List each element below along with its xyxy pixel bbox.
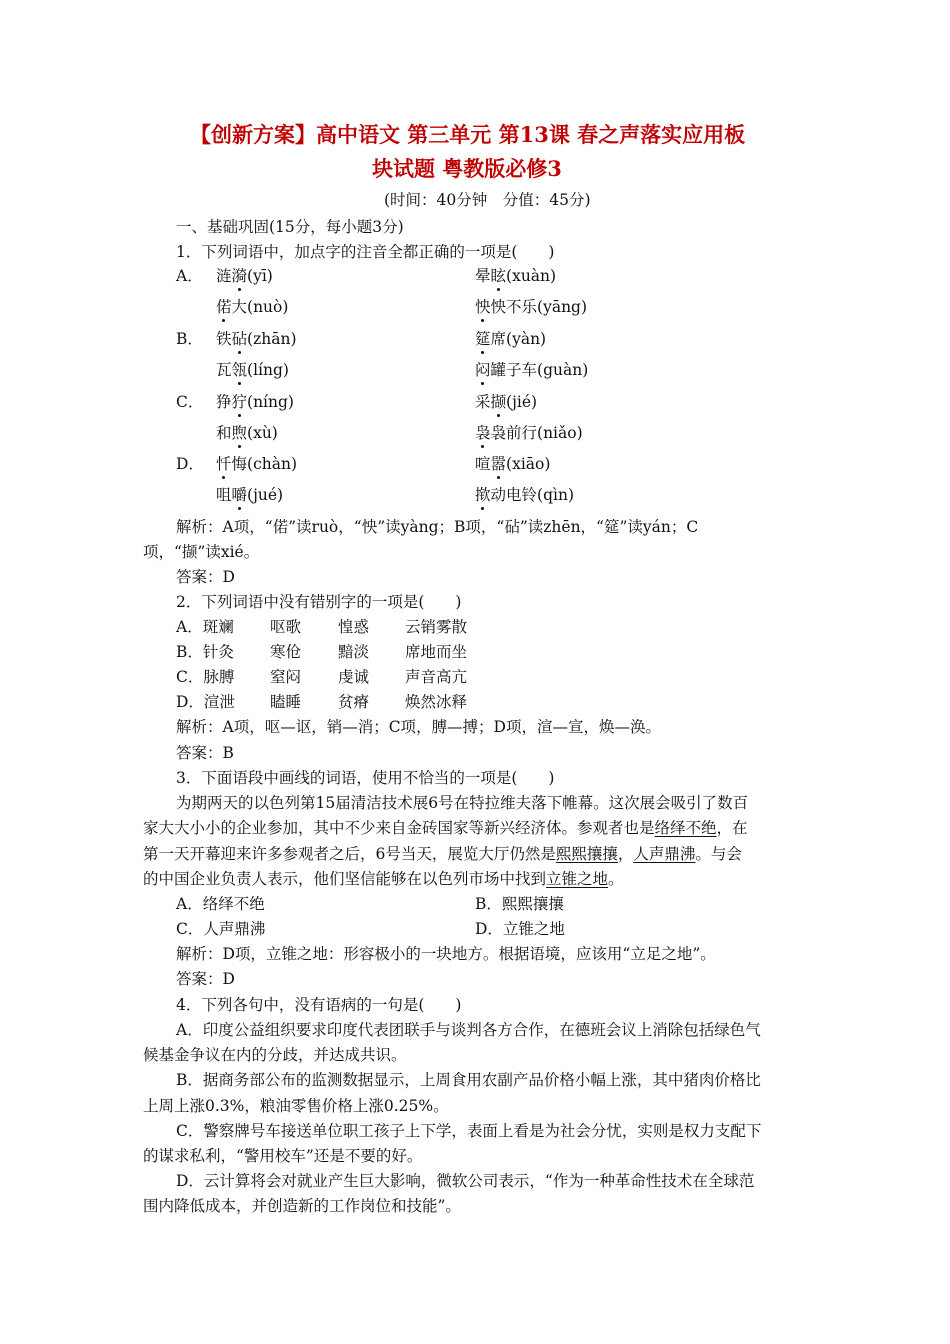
q1-word <box>475 391 537 413</box>
paragraph-text: 家大大小小的企业参加，其中不少来自金砖国家等新兴经济体。参观者也是 <box>143 819 655 837</box>
doc-title-line1: 【创新方案】高中语文 第三单元 第13课 春之声落实应用板 <box>190 122 746 147</box>
paragraph-text: ，在 <box>716 819 748 837</box>
q1-word <box>475 265 556 287</box>
q1-word <box>216 328 297 350</box>
word-text: 怏不乐 <box>490 298 538 316</box>
word-text: 采 <box>475 393 491 411</box>
q4-option-a: A．印度公益组织要求印度代表团联手与谈判各方合作，在德班会议上消除包括绿色气 <box>176 1021 761 1039</box>
pinyin: (xiāo) <box>506 455 551 473</box>
q3-answer: 答案：D <box>176 970 235 988</box>
q1-word <box>216 296 288 318</box>
q1-word <box>216 265 273 287</box>
time-score-line: (时间：40分钟 分值：45分) <box>384 191 591 209</box>
q2-stem: 2．下列词语中没有错别字的一项是( ) <box>176 593 462 611</box>
pinyin: (niǎo) <box>537 424 583 442</box>
underlined-term: 人声鼎沸 <box>633 845 696 863</box>
paragraph-text: 第一天开幕迎来许多参观者之后，6号当天，展览大厅仍然是 <box>143 845 556 863</box>
word-text: 晕 <box>475 267 491 285</box>
q1-word <box>475 359 588 381</box>
word-text: 瓦 <box>216 361 232 379</box>
dotted-char: 眩 <box>490 267 507 285</box>
q1-word <box>475 328 546 350</box>
q2-cell: 焕然冰释 <box>405 693 468 711</box>
dotted-char: 怏 <box>475 298 491 316</box>
pinyin: (xuàn) <box>506 267 557 285</box>
q4-stem: 4．下列各句中，没有语病的一句是( ) <box>176 996 462 1014</box>
pinyin: (yàn) <box>506 330 547 348</box>
pinyin: (guàn) <box>537 361 589 379</box>
q2-cell: A．斑斓 <box>176 618 234 636</box>
q2-analysis: 解析：A项，呕—讴，销—消；C项，膊—搏；D项，渲—宣，焕—涣。 <box>176 718 661 736</box>
q2-cell: 窒闷 <box>270 668 302 686</box>
word-text: 涟 <box>216 267 232 285</box>
word-text: 袅前行 <box>490 424 538 442</box>
q2-cell: C．脉膊 <box>176 668 235 686</box>
doc-title-line2: 块试题 粤教版必修3 <box>372 156 562 181</box>
option-letter: A． <box>176 267 203 285</box>
q1-word <box>216 484 283 506</box>
dotted-char: 煦 <box>231 424 248 442</box>
q2-cell: 呕歌 <box>270 618 302 636</box>
pinyin: (nuò) <box>247 298 289 316</box>
q2-cell: 瞌睡 <box>270 693 302 711</box>
q3-paragraph-line <box>143 817 748 839</box>
option-letter: B． <box>176 330 203 348</box>
q1-stem: 1．下列词语中，加点字的注音全都正确的一项是( ) <box>176 243 555 261</box>
q1-word <box>475 422 583 444</box>
pinyin: (jié) <box>506 393 538 411</box>
q3-option-b: B．熙熙攘攘 <box>475 895 564 913</box>
q2-cell: 寒伧 <box>270 643 302 661</box>
pinyin: (yāng) <box>537 298 588 316</box>
q4-option-b-cont: 上周上涨0.3%，粮油零售价格上涨0.25%。 <box>143 1097 449 1115</box>
q2-cell: 虔诚 <box>338 668 370 686</box>
pinyin: (líng) <box>247 361 289 379</box>
pinyin: (xù) <box>247 424 278 442</box>
word-text: 咀 <box>216 486 232 504</box>
dotted-char: 揿 <box>475 486 491 504</box>
q1-analysis-cont: 项，“撷”读xié。 <box>143 543 260 561</box>
pinyin: (yī) <box>247 267 273 285</box>
q1-analysis: 解析：A项，“偌”读ruò，“怏”读yàng；B项，“砧”读zhēn，“筵”读yán；C <box>176 518 699 536</box>
q4-option-b: B．据商务部公布的监测数据显示，上周食用农副产品价格小幅上涨，其中猪肉价格比 <box>176 1071 761 1089</box>
q1-word <box>216 391 294 413</box>
pinyin: (zhān) <box>247 330 297 348</box>
dotted-char: 漪 <box>231 267 248 285</box>
q2-cell: 惶惑 <box>338 618 370 636</box>
q1-word <box>475 484 574 506</box>
word-text: 铁 <box>216 330 232 348</box>
q3-option-a: A．络绎不绝 <box>176 895 265 913</box>
option-letter: C． <box>176 393 204 411</box>
pinyin: (chàn) <box>247 455 298 473</box>
q2-cell: 席地而坐 <box>405 643 468 661</box>
q2-cell: 云销雾散 <box>405 618 468 636</box>
paragraph-text: ， <box>617 845 634 863</box>
q1-word <box>475 453 550 475</box>
word-text: 动电铃 <box>490 486 538 504</box>
q3-stem: 3．下面语段中画线的词语，使用不恰当的一项是( ) <box>176 769 555 787</box>
word-text: 大 <box>231 298 248 316</box>
q3-option-d: D．立锥之地 <box>475 920 565 938</box>
q1-answer: 答案：D <box>176 568 235 586</box>
q2-cell: B．针灸 <box>176 643 234 661</box>
q4-option-d-cont: 围内降低成本，并创造新的工作岗位和技能”。 <box>143 1197 461 1215</box>
q2-cell: 黯淡 <box>338 643 370 661</box>
q4-option-a-cont: 候基金争议在内的分歧，并达成共识。 <box>143 1046 407 1064</box>
q4-option-c-cont: 的谋求私利，“警用校车”还是不要的好。 <box>143 1147 423 1165</box>
q2-answer: 答案：B <box>176 744 234 762</box>
option-letter: D． <box>176 455 204 473</box>
dotted-char: 嚼 <box>231 486 248 504</box>
dotted-char: 嚣 <box>490 455 507 473</box>
dotted-char: 瓴 <box>231 361 248 379</box>
pinyin: (níng) <box>247 393 294 411</box>
q2-cell: D．渲泄 <box>176 693 235 711</box>
q2-cell: 贫瘠 <box>338 693 370 711</box>
word-text: 狰 <box>216 393 232 411</box>
section-heading: 一、基础巩固(15分，每小题3分) <box>176 218 404 236</box>
q2-cell: 声音高亢 <box>405 668 468 686</box>
underlined-term: 立锥之地 <box>546 870 609 888</box>
word-text: 罐子车 <box>490 361 538 379</box>
dotted-char: 忏 <box>216 455 232 473</box>
q3-paragraph-line <box>143 843 742 865</box>
q4-option-d: D．云计算将会对就业产生巨大影响，微软公司表示，“作为一种革命性技术在全球范 <box>176 1172 755 1190</box>
q1-word <box>216 359 289 381</box>
q3-paragraph-line: 为期两天的以色列第15届清洁技术展6号在特拉维夫落下帷幕。这次展会吸引了数百 <box>176 794 749 812</box>
q1-word <box>216 422 278 444</box>
paragraph-text: 的中国企业负责人表示，他们坚信能够在以色列市场中找到 <box>143 870 547 888</box>
dotted-char: 偌 <box>216 298 232 316</box>
pinyin: (jué) <box>247 486 284 504</box>
word-text: 席 <box>490 330 507 348</box>
word-text: 悔 <box>231 455 248 473</box>
paragraph-text: 。与会 <box>695 845 742 863</box>
paragraph-text: 。 <box>608 870 624 888</box>
pinyin: (qìn) <box>537 486 574 504</box>
dotted-char: 撷 <box>490 393 507 411</box>
q4-option-c: C．警察牌号车接送单位职工孩子上下学，表面上看是为社会分忧，实则是权力支配下 <box>176 1122 762 1140</box>
word-text: 喧 <box>475 455 491 473</box>
q3-paragraph-line <box>143 868 624 890</box>
underlined-term: 熙熙攘攘 <box>555 845 618 863</box>
dotted-char: 砧 <box>231 330 248 348</box>
dotted-char: 筵 <box>475 330 491 348</box>
dotted-char: 闷 <box>475 361 491 379</box>
word-text: 和 <box>216 424 232 442</box>
dotted-char: 狞 <box>231 393 248 411</box>
q3-option-c: C．人声鼎沸 <box>176 920 266 938</box>
q1-word <box>475 296 587 318</box>
q3-analysis: 解析：D项，立锥之地：形容极小的一块地方。根据语境，应该用“立足之地”。 <box>176 945 716 963</box>
dotted-char: 袅 <box>475 424 491 442</box>
q1-word <box>216 453 297 475</box>
underlined-term: 络绎不绝 <box>654 819 717 837</box>
